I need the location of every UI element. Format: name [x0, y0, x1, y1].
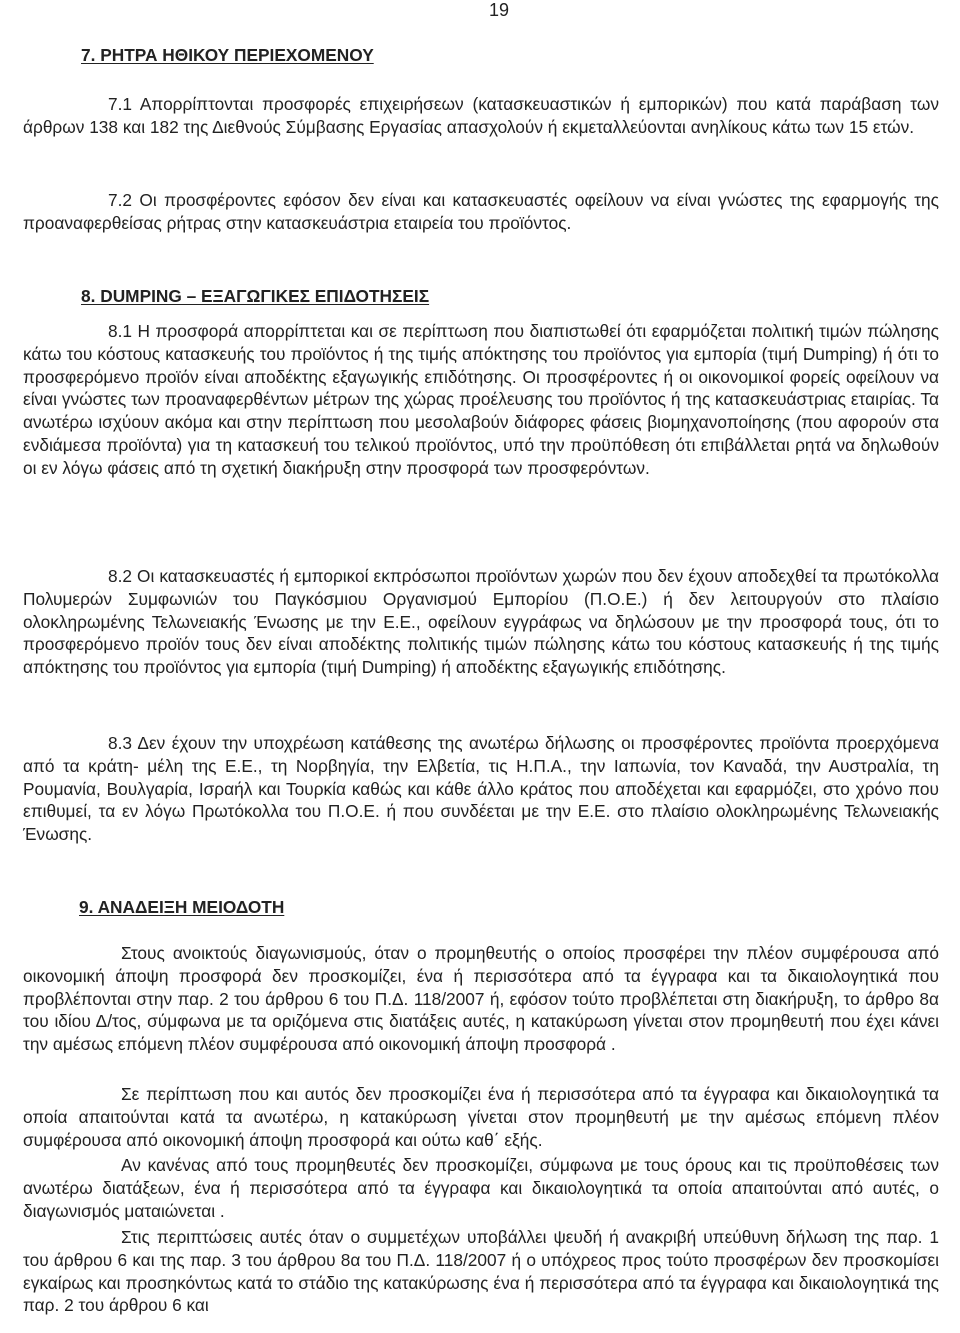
section-8-1-paragraph: 8.1 Η προσφορά απορρίπτεται και σε περίπτωση που διαπιστωθεί ότι εφαρμόζεται πολιτική τιμών πώλησης κάτω του κόστους κατασκευής του προϊόντος ή της τιμής απόκτησης του προϊόντος για εμπορία (τιμή Dumping) ή ότι το προσφερόμενο προϊόν είναι αποδέκτης εξαγωγικής επιδότησης. Οι προσφέροντες ή οι οικονομικοί φορείς οφείλουν να είναι γνώστες των προαναφερθέντων μέτρων της χώρας προέλευσης του προϊόντος ή της κατασκευάστριας εταιρίας. Τα ανωτέρω ισχύουν ακόμα και στην περίπτωση που μεσολαβούν διάφορες φάσεις βιομηχανοποίησης (που αφορούν στα ενδιάμεσα προϊόντα) για τη κατασκευή του τελικού προϊόντος, υπό την προϋπόθεση ότι επιβάλλεται ρητά να δηλωθούν οι εν λόγω φάσεις από τη σχετική διακήρυξη στην προσφορά των προσφερόντων.	[23, 321, 939, 478]
section-9-paragraph-3: Αν κανένας από τους προμηθευτές δεν προσκομίζει, σύμφωνα με τους όρους και τις προϋποθέσεις των ανωτέρω διατάξεων, ένα ή περισσότερα από τα έγγραφα και δικαιολογητικά τα οποία απαιτούνται από αυτές, ο διαγωνισμός ματαιώνεται .	[23, 1155, 939, 1221]
section-7-2-paragraph: 7.2 Οι προσφέροντες εφόσον δεν είναι και κατασκευαστές οφείλουν να είναι γνώστες της εφαρμογής της προαναφερθείσας ρήτρας στην κατασκευάστρια εταιρεία του προϊόντος.	[23, 190, 939, 233]
section-9-paragraph-2: Σε περίπτωση που και αυτός δεν προσκομίζει ένα ή περισσότερα από τα έγγραφα και δικαιολογητικά τα οποία απαιτούνται κατά τα ανωτέρω, η κατακύρωση γίνεται στον προμηθευτή με την αμέσως επόμενη πλέον συμφέρουσα από οικονομική άποψη προσφορά και ούτω καθ΄ εξής.	[23, 1084, 939, 1150]
section-7-1-paragraph: 7.1 Απορρίπτονται προσφορές επιχειρήσεων (κατασκευαστικών ή εμπορικών) που κατά παράβαση των άρθρων 138 και 182 της Διεθνούς Σύμβασης Εργασίας απασχολούν ή εκμεταλλεύονται ανηλίκους κάτω των 15 ετών.	[23, 94, 939, 137]
section-8-heading: 8. DUMPING – ΕΞΑΓΩΓΙΚΕΣ ΕΠΙΔΟΤΗΣΕΙΣ	[81, 286, 430, 306]
section-9-paragraph-4: Στις περιπτώσεις αυτές όταν ο συμμετέχων υποβάλλει ψευδή ή ανακριβή υπεύθυνη δήλωση της παρ. 1 του άρθρου 6 και της παρ. 3 του άρθρου 8α του Π.Δ. 118/2007 ή ο υπόχρεος προς τούτο προσφέρων δεν προσκομίσει εγκαίρως και προσηκόντως κατά το στάδιο της κατακύρωσης ένα ή περισσότερα από τα έγγραφα και δικαιολογητικά της παρ. 2 του άρθρου 6 και	[23, 1227, 939, 1316]
section-9-paragraph-1: Στους ανοικτούς διαγωνισμούς, όταν ο προμηθευτής ο οποίος προσφέρει την πλέον συμφέρουσα από οικονομική άποψη προσφορά δεν προσκομίζει, ένα ή περισσότερα από τα έγγραφα και τα δικαιολογητικά που προβλέπονται στην παρ. 2 του άρθρου 6 του Π.Δ. 118/2007 ή, εφόσον τούτο προβλέπεται στη διακήρυξη, το άρθρο 8α του ιδίου Δ/τος, σύμφωνα με τα οριζόμενα στις διατάξεις αυτές, η κατακύρωση γίνεται στον προμηθευτή που έχει κάνει την αμέσως επόμενη πλέον συμφέρουσα από οικονομική άποψη προσφορά .	[23, 943, 939, 1055]
document-page	[23, 0, 939, 1333]
section-9-heading: 9. ΑΝΑΔΕΙΞΗ ΜΕΙΟΔΟΤΗ	[79, 897, 285, 917]
page-number: 19	[489, 0, 510, 20]
section-8-3-paragraph: 8.3 Δεν έχουν την υποχρέωση κατάθεσης της ανωτέρω δήλωσης οι προσφέροντες προϊόντα προερχόμενα από τα κράτη- μέλη της Ε.Ε., τη Νορβηγία, την Ελβετία, τις Η.Π.Α., την Ιαπωνία, τον Καναδά, την Αυστραλία, τη Ρουμανία, Βουλγαρία, Ισραήλ και Τουρκία καθώς και κάθε άλλο κράτος που αποδέχεται και εφαρμόζει, στο χρόνο που επιθυμεί, τα εν λόγω Πρωτόκολλα του Π.Ο.Ε. ή που συνδέεται με την Ε.Ε. στο πλαίσιο ολοκληρωμένης Τελωνειακής Ένωσης.	[23, 733, 939, 845]
section-8-2-paragraph: 8.2 Οι κατασκευαστές ή εμπορικοί εκπρόσωποι προϊόντων χωρών που δεν έχουν αποδεχθεί τα πρωτόκολλα Πολυμερών Συμφωνιών του Παγκόσμιου Οργανισμού Εμπορίου (Π.Ο.Ε.) ή δεν λειτουργούν στο πλαίσιο ολοκληρωμένης Τελωνειακής Ένωσης με την Ε.Ε., οφείλουν εγγράφως να δηλώσουν με την προσφορά τους, ότι το προσφερόμενο προϊόν τους δεν είναι αποδέκτης πολιτικής τιμών πώλησης κάτω του κόστους κατασκευής ή της τιμής απόκτησης του προϊόντος για εμπορία (τιμή Dumping) ή αποδέκτης εξαγωγικής επιδότησης.	[23, 566, 939, 678]
section-7-heading: 7. ΡΗΤΡΑ ΗΘΙΚΟΥ ΠΕΡΙΕΧΟΜΕΝΟΥ	[81, 45, 374, 65]
